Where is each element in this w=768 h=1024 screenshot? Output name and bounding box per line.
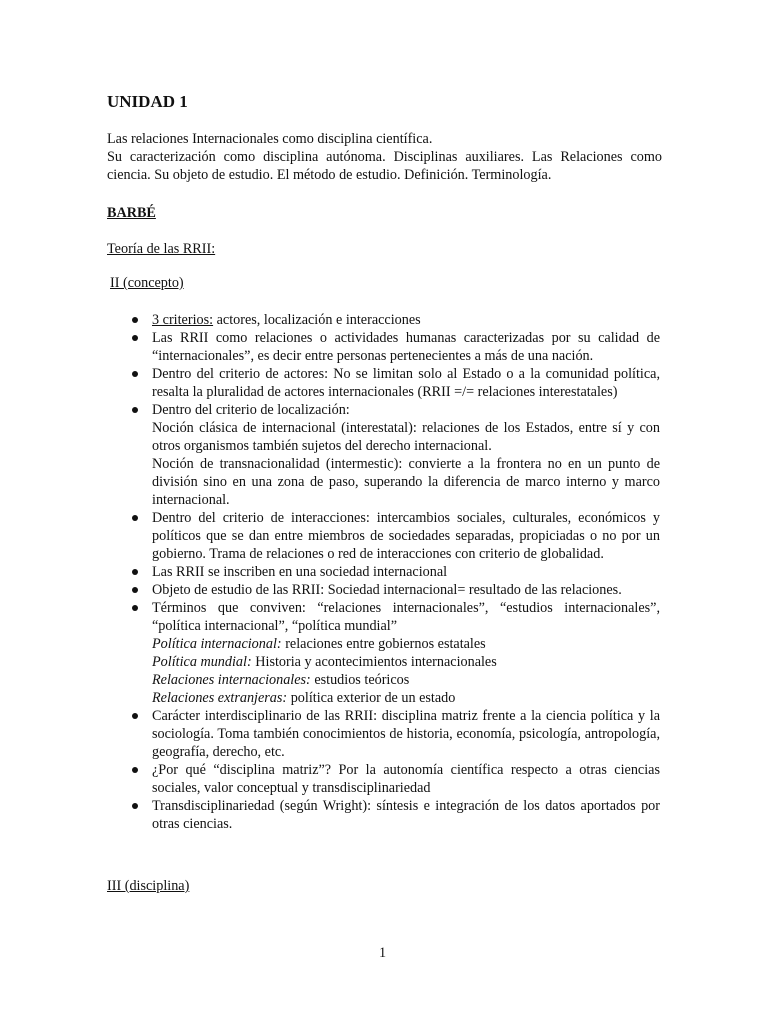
term-label: Relaciones internacionales: xyxy=(152,672,311,688)
author-heading: BARBÉ xyxy=(107,205,156,221)
list-item: Objeto de estudio de las RRII: Sociedad internacional= resultado de las relaciones. xyxy=(152,581,660,599)
terms-heading: Términos que conviven: “relaciones internacionales”, “estudios internacionales”, “política internacional”, “política mundial” xyxy=(152,600,660,634)
criteria-label: 3 criterios: xyxy=(152,312,214,328)
term-row xyxy=(152,671,660,689)
bullet-list xyxy=(152,311,660,833)
term-label: Política mundial: xyxy=(152,654,252,670)
list-item: Las RRII como relaciones o actividades humanas caracterizadas por su calidad de “internacionales”, es decir entre personas pertenecientes a más de una nación. xyxy=(152,330,660,364)
term-text: política exterior de un estado xyxy=(287,690,456,706)
term-text: estudios teóricos xyxy=(310,672,410,688)
list-item xyxy=(152,311,660,329)
list-item: Las RRII se inscriben en una sociedad internacional xyxy=(152,563,660,581)
intro-line-2: Su caracterización como disciplina autónoma. Disciplinas auxiliares. Las Relaciones como ciencia. Su objeto de estudio. El método de estudio. Definición. Terminología. xyxy=(107,149,662,183)
list-item xyxy=(152,599,660,707)
term-text: relaciones entre gobiernos estatales xyxy=(281,636,486,652)
unit-intro xyxy=(107,130,662,184)
term-label: Política internacional: xyxy=(152,636,282,652)
classic-notion: Noción clásica de internacional (interestatal): relaciones de los Estados, entre sí y con otros organismos también sujetos del derecho internacional. xyxy=(152,420,660,454)
unit-title: UNIDAD 1 xyxy=(107,92,188,111)
concept-heading: II (concepto) xyxy=(110,275,184,291)
localization-heading: Dentro del criterio de localización: xyxy=(152,402,350,418)
criteria-text: actores, localización e interacciones xyxy=(213,312,421,328)
theory-heading: Teoría de las RRII: xyxy=(107,241,216,257)
list-item: Dentro del criterio de interacciones: intercambios sociales, culturales, económicos y políticos que se dan entre miembros de sociedades separadas, propiciadas o no por un gobierno. Trama de relaciones o red de interacciones con criterio de globalidad. xyxy=(152,510,660,562)
discipline-heading: III (disciplina) xyxy=(107,878,190,894)
transnational-notion: Noción de transnacionalidad (intermestic): convierte a la frontera no en un punto de división sino en una zona de paso, superando la diferencia de marco interno y marco internacional. xyxy=(152,456,660,508)
term-row xyxy=(152,689,660,707)
intro-line-1: Las relaciones Internacionales como disciplina científica. xyxy=(107,131,433,147)
term-text: Historia y acontecimientos internacionales xyxy=(251,654,497,670)
term-row xyxy=(152,635,660,653)
page-number: 1 xyxy=(379,945,387,961)
list-item: Dentro del criterio de actores: No se limitan solo al Estado o a la comunidad política, resalta la pluralidad de actores internacionales (RRII =/= relaciones interestatales) xyxy=(152,366,660,400)
term-row xyxy=(152,653,660,671)
list-item: Carácter interdisciplinario de las RRII: disciplina matriz frente a la ciencia política y la sociología. Toma también conocimientos de historia, economía, psicología, antropología, geografía, derecho, etc. xyxy=(152,708,660,760)
term-label: Relaciones extranjeras: xyxy=(152,690,288,706)
list-item: Transdisciplinariedad (según Wright): síntesis e integración de los datos aportados por otras ciencias. xyxy=(152,798,660,832)
list-item: ¿Por qué “disciplina matriz”? Por la autonomía científica respecto a otras ciencias sociales, valor conceptual y transdisciplinariedad xyxy=(152,762,660,796)
list-item xyxy=(152,401,660,509)
